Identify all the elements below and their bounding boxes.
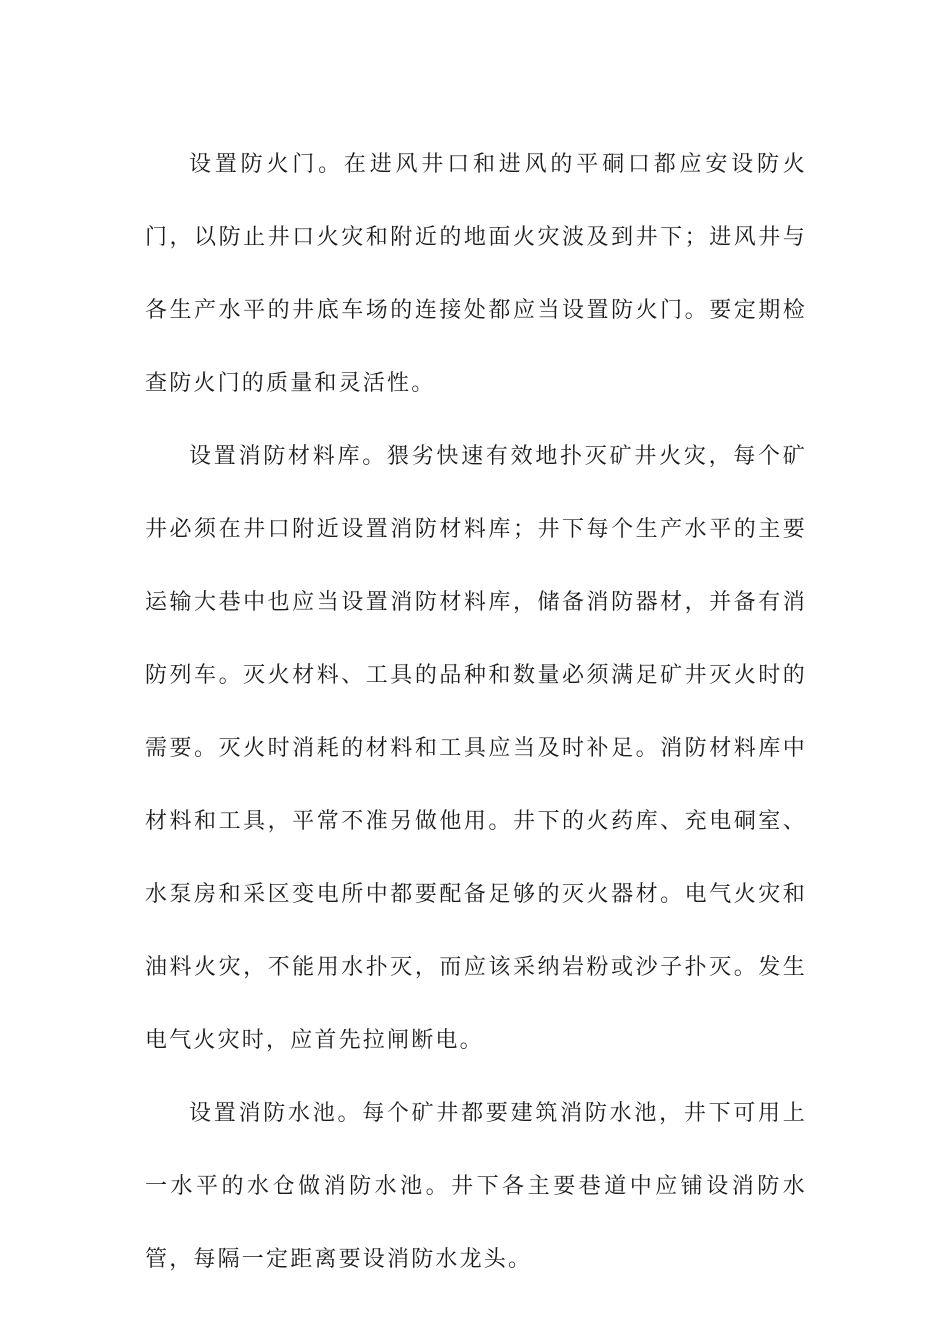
paragraph-fire-material-store: 设置消防材料库。猥劣快速有效地扑灭矿井火灾，每个矿井必须在井口附近设置消防材料库；井下每个生产水平的主要运输大巷中也应当设置消防材料库，储备消防器材，并备有消防列车。灭火材料、工具的品种和数量必须满足矿井灭火时的需要。灭火时消耗的材料和工具应当及时补足。消防材料库中材料和工具，平常不准另做他用。井下的火药库、充电硐室、水泵房和采区变电所中都要配备足够的灭火器材。电气火灾和油料火灾，不能用水扑灭，而应该采纳岩粉或沙子扑灭。发生电气火灾时，应首先拉闸断电。: [145, 444, 807, 1053]
document-body: [145, 128, 807, 1296]
paragraph-fire-door: 设置防火门。在进风井口和进风的平硐口都应安设防火门，以防止井口火灾和附近的地面火灾波及到井下；进风井与各生产水平的井底车场的连接处都应当设置防火门。要定期检查防火门的质量和灵活性。: [145, 152, 807, 396]
paragraph-fire-water-pool: 设置消防水池。每个矿井都要建筑消防水池，井下可用上一水平的水仓做消防水池。井下各主要巷道中应铺设消防水管，每隔一定距离要设消防水龙头。: [145, 1101, 807, 1272]
